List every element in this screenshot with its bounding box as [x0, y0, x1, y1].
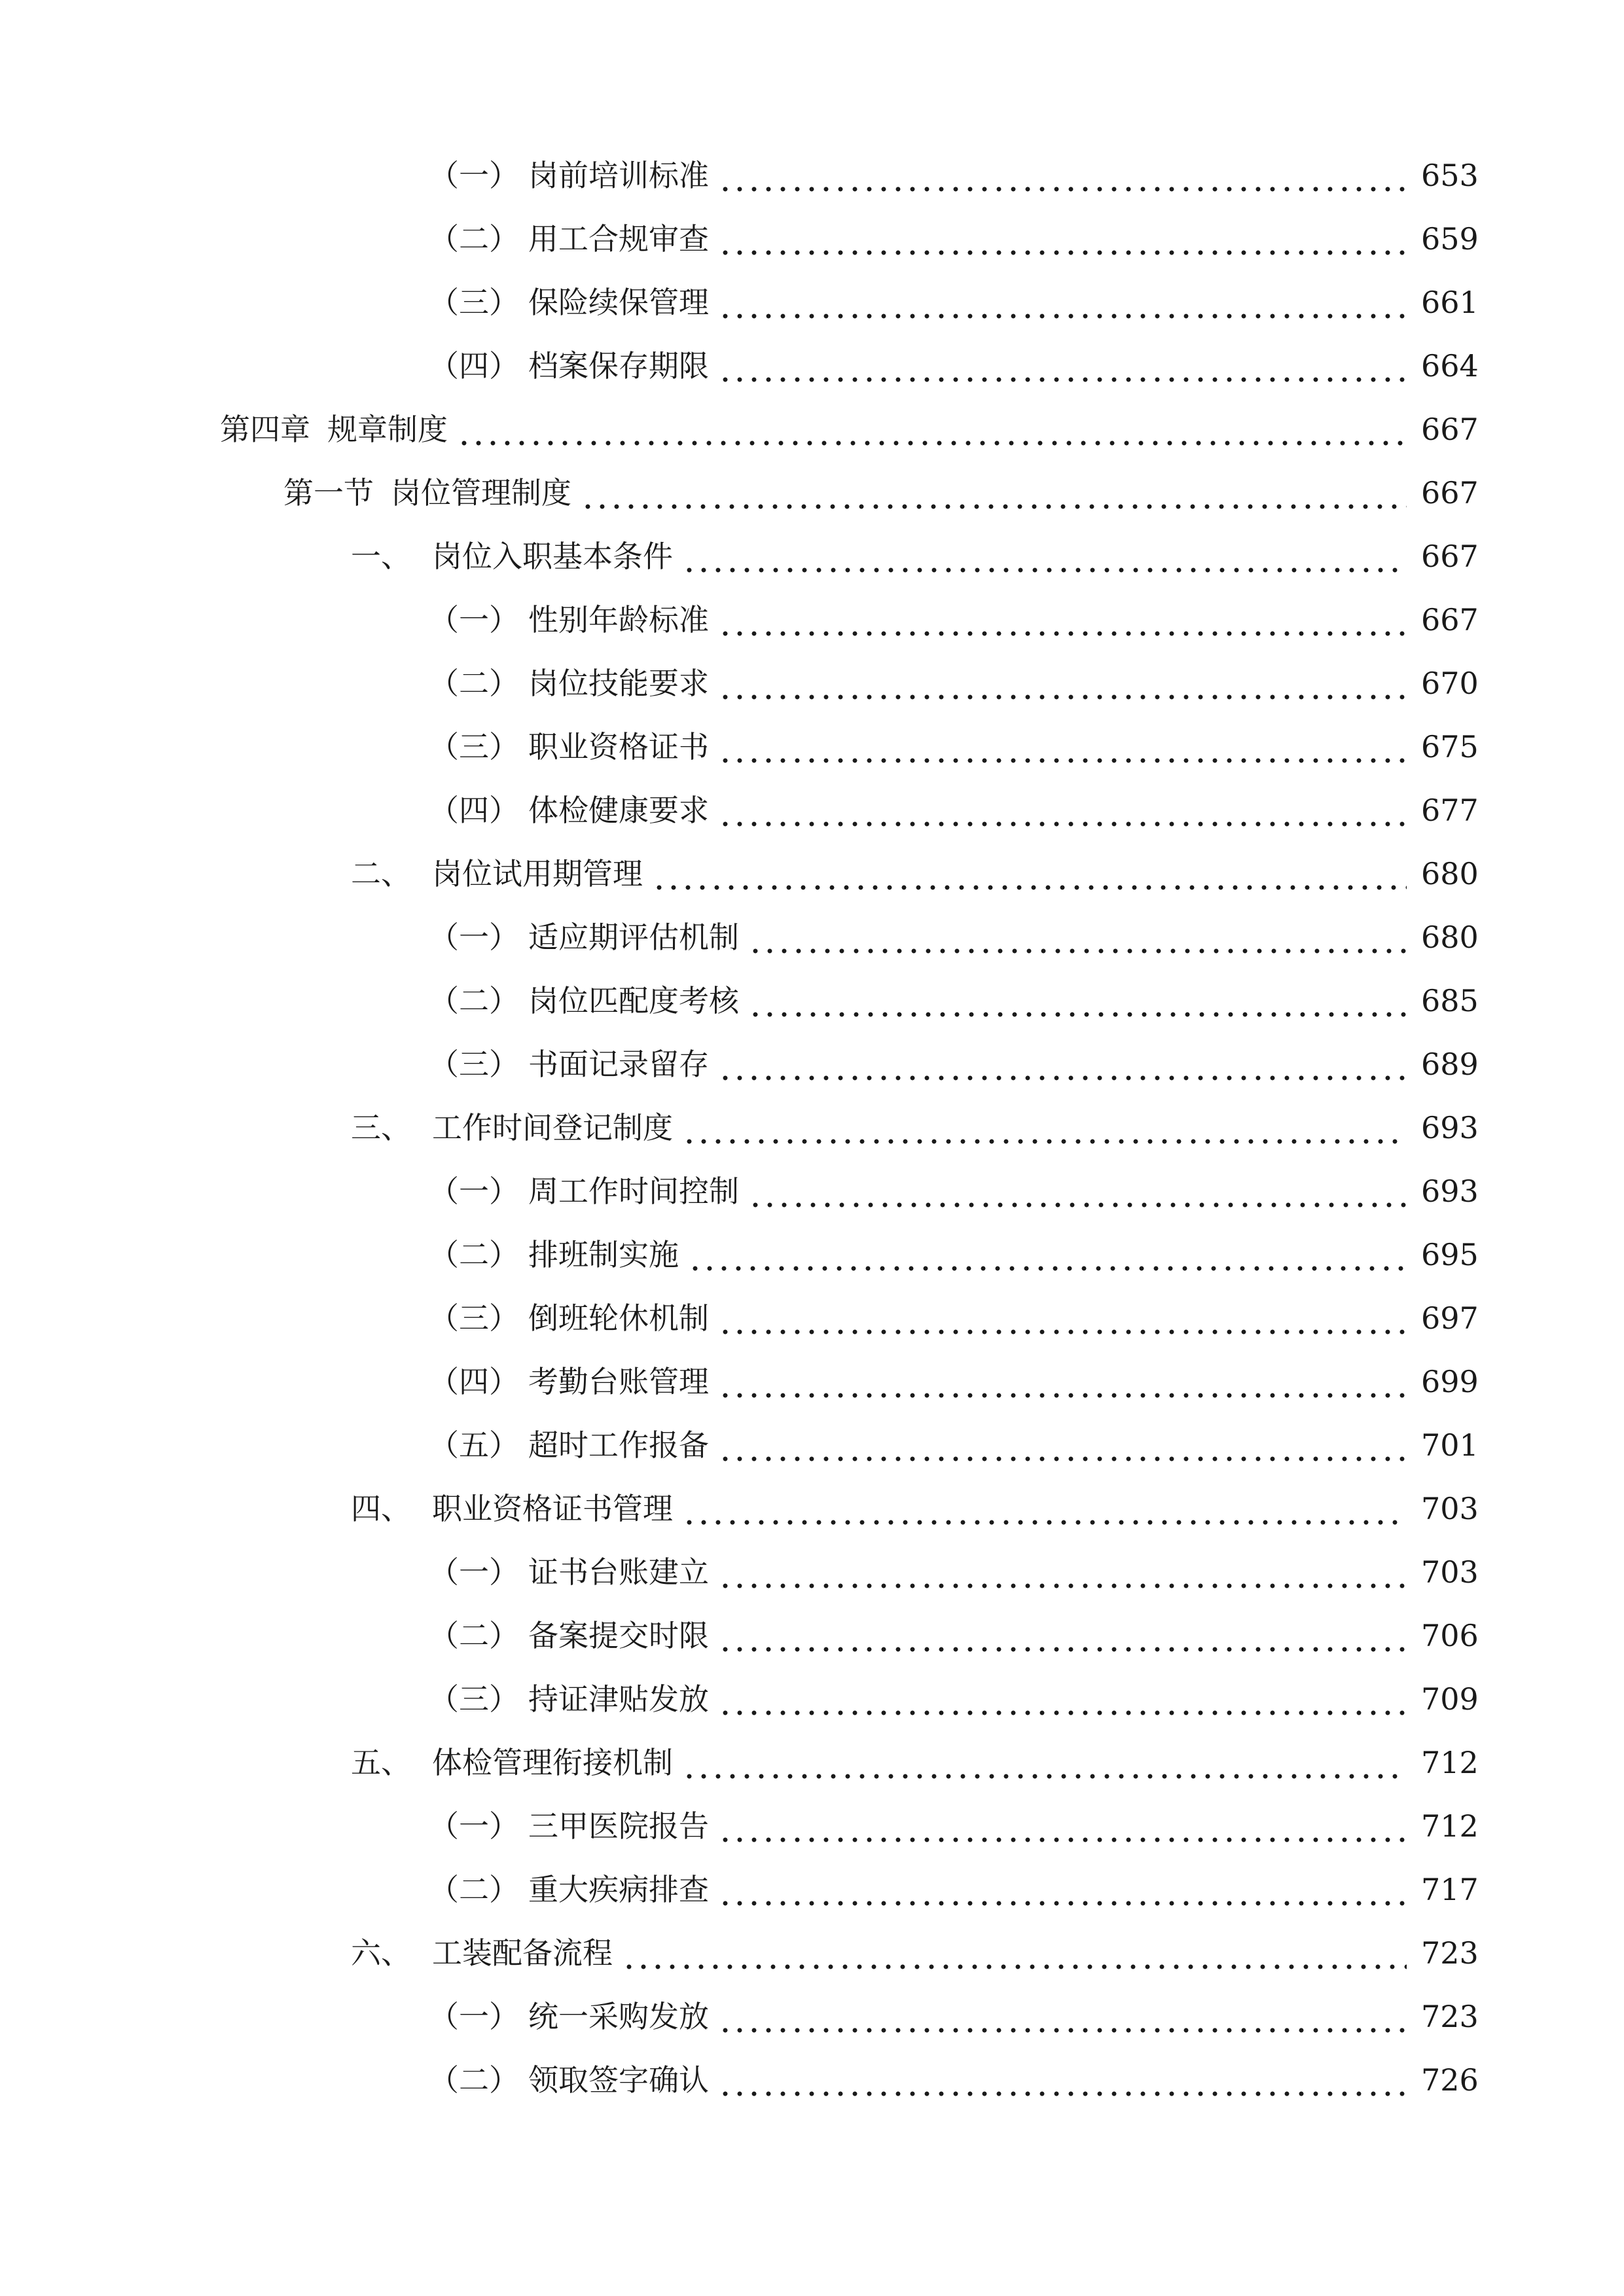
entry-page-number: 706: [1421, 1618, 1479, 1653]
entry-title: 持证津贴发放: [528, 1681, 709, 1717]
entry-page-number: 709: [1421, 1681, 1479, 1717]
entry-number: （二）: [429, 1618, 519, 1653]
entry-number: （一）: [429, 1174, 519, 1209]
dot-leader: [718, 664, 1407, 703]
entry-title: 重大疾病排查: [528, 1872, 709, 1907]
entry-title: 倒班轮休机制: [528, 1300, 709, 1336]
entry-title: 性别年龄标准: [528, 602, 709, 637]
entry-page-number: 659: [1421, 221, 1479, 257]
entry-number: 五、: [351, 1745, 411, 1780]
toc-entry[interactable]: [351, 1933, 1479, 1973]
entry-title: 证书台账建立: [528, 1554, 709, 1590]
toc-entry[interactable]: [429, 219, 1479, 259]
dot-leader: [457, 410, 1407, 449]
entry-title: 岗位匹配度考核: [528, 983, 739, 1018]
dot-leader: [718, 1362, 1407, 1401]
entry-page-number: 699: [1421, 1364, 1479, 1399]
toc-entry[interactable]: [429, 1426, 1479, 1465]
entry-number: （四）: [429, 1364, 519, 1399]
entry-title: 岗位入职基本条件: [432, 539, 673, 574]
dot-leader: [718, 1552, 1407, 1592]
entry-title: 周工作时间控制: [528, 1174, 739, 1209]
entry-page-number: 670: [1421, 666, 1479, 701]
dot-leader: [718, 219, 1407, 259]
toc-entry[interactable]: [429, 664, 1479, 703]
entry-title: 三甲医院报告: [528, 1808, 709, 1844]
entry-page-number: 680: [1421, 920, 1479, 955]
entry-title: 档案保存期限: [528, 348, 709, 384]
toc-entry[interactable]: [429, 346, 1479, 386]
toc-entry[interactable]: [351, 1108, 1479, 1147]
chapter-title: 规章制度: [327, 412, 448, 447]
section-number: 第一节: [283, 475, 374, 511]
entry-title: 体检管理衔接机制: [432, 1745, 673, 1780]
entry-number: （一）: [429, 158, 519, 193]
entry-number: （二）: [429, 983, 519, 1018]
entry-number: （二）: [429, 221, 519, 257]
entry-page-number: 653: [1421, 158, 1479, 193]
entry-page-number: 693: [1421, 1174, 1479, 1209]
toc-entry[interactable]: [351, 854, 1479, 893]
entry-title: 保险续保管理: [528, 285, 709, 320]
entry-page-number: 693: [1421, 1110, 1479, 1145]
toc-entry[interactable]: [429, 1299, 1479, 1338]
entry-number: （一）: [429, 920, 519, 955]
entry-page-number: 723: [1421, 1935, 1479, 1971]
dot-leader: [718, 1997, 1407, 2036]
entry-title: 领取签字确认: [528, 2062, 709, 2098]
entry-page-number: 685: [1421, 983, 1479, 1018]
entry-number: （一）: [429, 602, 519, 637]
entry-title: 岗位技能要求: [528, 666, 709, 701]
dot-leader: [718, 1806, 1407, 1846]
entry-title: 排班制实施: [528, 1237, 679, 1272]
toc-entry[interactable]: [429, 1997, 1479, 2036]
entry-number: （一）: [429, 1808, 519, 1844]
section-title: 岗位管理制度: [391, 475, 571, 511]
entry-number: （三）: [429, 1681, 519, 1717]
toc-entry[interactable]: [429, 791, 1479, 830]
toc-chapter-entry[interactable]: [220, 410, 1479, 449]
entry-title: 体检健康要求: [528, 793, 709, 828]
entry-page-number: 723: [1421, 1999, 1479, 2034]
dot-leader: [652, 854, 1407, 893]
entry-number: （二）: [429, 1237, 519, 1272]
entry-page-number: 703: [1421, 1554, 1479, 1590]
entry-page-number: 703: [1421, 1491, 1479, 1526]
entry-number: 二、: [351, 856, 411, 891]
entry-number: （二）: [429, 2062, 519, 2098]
dot-leader: [718, 1426, 1407, 1465]
toc-entry[interactable]: [429, 2060, 1479, 2100]
entry-page-number: 667: [1421, 475, 1479, 511]
entry-title: 岗位试用期管理: [432, 856, 643, 891]
toc-entry[interactable]: [429, 1362, 1479, 1401]
dot-leader: [718, 600, 1407, 639]
toc-entry[interactable]: [429, 1552, 1479, 1592]
entry-number: 一、: [351, 539, 411, 574]
dot-leader: [718, 1045, 1407, 1084]
entry-title: 岗前培训标准: [528, 158, 709, 193]
toc-entry[interactable]: [429, 918, 1479, 957]
entry-title: 超时工作报备: [528, 1427, 709, 1463]
entry-page-number: 667: [1421, 412, 1479, 447]
entry-number: （三）: [429, 1300, 519, 1336]
dot-leader: [718, 1679, 1407, 1719]
dot-leader: [688, 1235, 1407, 1274]
entry-page-number: 712: [1421, 1745, 1479, 1780]
dot-leader: [748, 918, 1407, 957]
entry-page-number: 661: [1421, 285, 1479, 320]
toc-section-entry[interactable]: [283, 473, 1479, 512]
toc-entry[interactable]: [351, 1489, 1479, 1528]
dot-leader: [748, 981, 1407, 1020]
dot-leader: [622, 1933, 1407, 1973]
entry-page-number: 675: [1421, 729, 1479, 764]
toc-entry[interactable]: [351, 537, 1479, 576]
chapter-number: 第四章: [220, 412, 310, 447]
dot-leader: [718, 791, 1407, 830]
entry-title: 工装配备流程: [432, 1935, 613, 1971]
entry-number: 四、: [351, 1491, 411, 1526]
entry-number: 六、: [351, 1935, 411, 1971]
entry-title: 考勤台账管理: [528, 1364, 709, 1399]
dot-leader: [682, 1108, 1407, 1147]
toc-entry[interactable]: [429, 981, 1479, 1020]
toc-entry[interactable]: [351, 1743, 1479, 1782]
dot-leader: [682, 1743, 1407, 1782]
dot-leader: [682, 1489, 1407, 1528]
toc-entry[interactable]: [429, 283, 1479, 322]
entry-number: （二）: [429, 666, 519, 701]
entry-number: 三、: [351, 1110, 411, 1145]
entry-title: 适应期评估机制: [528, 920, 739, 955]
entry-number: （三）: [429, 729, 519, 764]
entry-number: （五）: [429, 1427, 519, 1463]
entry-title: 职业资格证书: [528, 729, 709, 764]
entry-number: （四）: [429, 348, 519, 384]
toc-entry[interactable]: [429, 156, 1479, 195]
toc-entry[interactable]: [429, 1806, 1479, 1846]
entry-page-number: 689: [1421, 1047, 1479, 1082]
toc-entry[interactable]: [429, 1045, 1479, 1084]
toc-entry[interactable]: [429, 600, 1479, 639]
toc-entry[interactable]: [429, 1679, 1479, 1719]
entry-page-number: 677: [1421, 793, 1479, 828]
entry-page-number: 695: [1421, 1237, 1479, 1272]
entry-page-number: 726: [1421, 2062, 1479, 2098]
entry-number: （一）: [429, 1999, 519, 2034]
dot-leader: [718, 283, 1407, 322]
entry-page-number: 667: [1421, 602, 1479, 637]
entry-title: 备案提交时限: [528, 1618, 709, 1653]
entry-number: （二）: [429, 1872, 519, 1907]
entry-title: 书面记录留存: [528, 1047, 709, 1082]
entry-number: （三）: [429, 285, 519, 320]
entry-page-number: 712: [1421, 1808, 1479, 1844]
entry-page-number: 701: [1421, 1427, 1479, 1463]
toc-entry[interactable]: [429, 1235, 1479, 1274]
dot-leader: [748, 1172, 1407, 1211]
dot-leader: [718, 2060, 1407, 2100]
entry-page-number: 680: [1421, 856, 1479, 891]
dot-leader: [718, 156, 1407, 195]
dot-leader: [718, 1870, 1407, 1909]
entry-number: （一）: [429, 1554, 519, 1590]
entry-page-number: 667: [1421, 539, 1479, 574]
dot-leader: [682, 537, 1407, 576]
entry-page-number: 717: [1421, 1872, 1479, 1907]
dot-leader: [718, 1616, 1407, 1655]
entry-page-number: 664: [1421, 348, 1479, 384]
dot-leader: [718, 1299, 1407, 1338]
entry-title: 统一采购发放: [528, 1999, 709, 2034]
entry-title: 工作时间登记制度: [432, 1110, 673, 1145]
entry-title: 用工合规审查: [528, 221, 709, 257]
dot-leader: [718, 346, 1407, 386]
toc-entry[interactable]: [429, 1172, 1479, 1211]
toc-entry[interactable]: [429, 1616, 1479, 1655]
entry-number: （三）: [429, 1047, 519, 1082]
toc-entry[interactable]: [429, 1870, 1479, 1909]
toc-entry[interactable]: [429, 727, 1479, 766]
entry-page-number: 697: [1421, 1300, 1479, 1336]
entry-number: （四）: [429, 793, 519, 828]
entry-title: 职业资格证书管理: [432, 1491, 673, 1526]
dot-leader: [718, 727, 1407, 766]
dot-leader: [581, 473, 1407, 512]
